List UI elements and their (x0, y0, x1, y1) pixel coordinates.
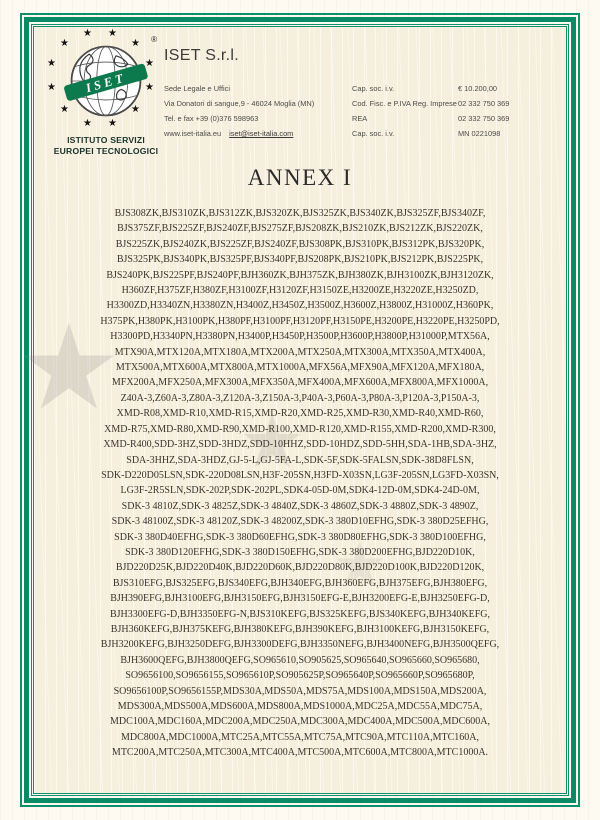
code-line: H3300ZD,H3340ZN,H3380ZN,H3400Z,H3450Z,H3500Z,H3600Z,H3800Z,H31000Z,H360PK, (106, 300, 494, 312)
info-label: Cap. soc. i.v. (352, 129, 395, 138)
certificate-border-outer (16, 13, 580, 807)
code-line: LG3F-2R5SLN,SDK-202P,SDK-202PL,SDK4-05D-0M,SDK4-12D-0M,SDK4-24D-0M, (120, 485, 480, 497)
globe-emblem (47, 28, 165, 133)
code-line: H3300PD,H3340PN,H3380PN,H3400P,H3450P,H3500P,H3600P,H3800P,H31000P,MTX56A, (110, 331, 490, 343)
code-line: BJS225ZK,BJS240ZK,BJS225ZF,BJS240ZF,BJS308PK,BJS310PK,BJS312PK,BJS320PK, (115, 238, 485, 250)
certificate-border-thick (16, 17, 576, 803)
letterhead-content (16, 27, 566, 793)
certificate-border-thin (16, 24, 569, 796)
code-line: XMD-R75,XMD-R80,XMD-R90,XMD-R100,XMD-R120,XMD-R155,XMD-R200,XMD-R300, (104, 423, 496, 435)
code-line: SDA-3HHZ,SDA-3HDZ,GJ-5-L,GJ-5FA-L,SDK-5F,SDK-5FALSN,SDK-38D8FLSN, (126, 454, 474, 466)
star-icon: ★ (131, 38, 140, 49)
star-icon: ★ (47, 58, 56, 69)
code-line: BJS240PK,BJS225PF,BJS240PF,BJH360ZK,BJH375ZK,BJH380ZK,BJH3100ZK,BJH3120ZK, (106, 269, 494, 281)
star-icon: ★ (83, 28, 92, 39)
organization-name-line1: ISTITUTO SERVIZI (67, 135, 145, 145)
code-line: MDC100A,MDC160A,MDC200A,MDC250A,MDC300A,MDC400A,MDC500A,MDC600A, (109, 716, 491, 728)
code-line: SDK-D220D05LSN,SDK-220D08LSN,H3F-205SN,H3FD-X03SN,LG3F-205SN,LG3FD-X03SN, (101, 469, 499, 481)
code-line: BJH3200KEFG,BJH3250DEFG,BJH3300DEFG,BJH3350NEFG,BJH3400NEFG,BJH3500QEFG, (100, 639, 500, 651)
info-label: Cod. Fisc. e P.IVA Reg. Imprese (352, 99, 457, 108)
code-line: XMD-R08,XMD-R10,XMD-R15,XMD-R20,XMD-R25,XMD-R30,XMD-R40,XMD-R60, (116, 408, 484, 420)
code-line: SDK-3 4810Z,SDK-3 4825Z,SDK-3 4840Z,SDK-3 4860Z,SDK-3 4880Z,SDK-3 4890Z, (121, 500, 479, 512)
code-line: BJS310EFG,BJS325EFG,BJS340EFG,BJH340EFG,BJH360EFG,BJH375EFG,BJH380EFG, (112, 577, 488, 589)
code-line: XMD-R400,SDD-3HZ,SDD-3HDZ,SDD-10HHZ,SDD-10HDZ,SDD-5HH,SDA-1HB,SDA-3HZ, (103, 439, 497, 451)
code-line: Z40A-3,Z60A-3,Z80A-3,Z120A-3,Z150A-3,P40A-3,P60A-3,P80A-3,P120A-3,P150A-3, (120, 392, 480, 404)
info-value: 02 332 750 369 (458, 114, 510, 123)
banner-text: ISET (84, 70, 128, 96)
code-line: BJS375ZF,BJS225ZF,BJS240ZF,BJS275ZF,BJS208ZK,BJS210ZK,BJS212ZK,BJS220ZK, (117, 223, 483, 235)
code-line: BJS325PK,BJS340PK,BJS325PF,BJS340PF,BJS208PK,BJS210PK,BJS212PK,BJS225PK, (116, 254, 484, 266)
organization-name-line2: EUROPEI TECNOLOGICI (53, 145, 159, 156)
code-line: BJH360KEFG,BJH375KEFG,BJH380KEFG,BJH390KEFG,BJH3100KEFG,BJH3150KEFG, (110, 623, 490, 635)
company-name: ISET S.r.l. (164, 47, 240, 64)
organization-name (42, 135, 170, 156)
address-line: Tel. e fax +39 (0)376 598963 (164, 114, 259, 123)
code-line: MTX500A,MTX600A,MTX800A,MTX1000A,MFX56A,MFX90A,MFX120A,MFX180A, (115, 362, 485, 374)
code-line: BJH3300EFG-D,BJH3350EFG-N,BJS310KEFG,BJS325KEFG,BJS340KEFG,BJH340KEFG, (109, 608, 491, 620)
certificate-border-inner (16, 26, 567, 794)
address-line: Sede Legale e Uffici (164, 84, 231, 93)
watermark-star-icon: ★ (16, 302, 122, 434)
code-line: SDK-3 380D40EFHG,SDK-3 380D60EFHG,SDK-3 380D80EFHG,SDK-3 380D100EFHG, (114, 531, 486, 543)
website-link[interactable]: www.iset-italia.eu (164, 129, 222, 138)
document-title: ANNEX I (247, 165, 353, 190)
star-icon: ★ (60, 38, 69, 49)
code-line: BJD220D25K,BJD220D40K,BJD220D60K,BJD220D80K,BJD220D100K,BJD220D120K, (115, 562, 485, 574)
info-value: € 10.200,00 (458, 84, 498, 93)
code-line: MDS300A,MDS500A,MDS600A,MDS800A,MDS1000A,MDC25A,MDC55A,MDC75A, (117, 701, 483, 712)
info-label: REA (352, 114, 368, 123)
code-line: MTC200A,MTC250A,MTC300A,MTC400A,MTC500A,MTC600A,MTC800A,MTC1000A. (111, 747, 489, 759)
star-icon: ★ (108, 28, 117, 39)
star-icon: ★ (131, 104, 140, 115)
address-line: Via Donatori di sangue,9 - 46024 Moglia (MN) (164, 99, 315, 108)
email-link[interactable]: iset@iset-italia.com (229, 129, 294, 138)
code-line: BJH390EFG,BJH3100EFG,BJH3150EFG,BJH3150EFG-E,BJH3200EFG-E,BJH3250EFG-D, (110, 593, 490, 605)
star-icon: ★ (60, 104, 69, 115)
iset-logo (42, 28, 170, 156)
watermark-star-icon: ★ (332, 531, 388, 600)
star-icon: ★ (145, 82, 154, 93)
code-line: BJH3600QEFG,BJH3800QEFG,SO965610,SO905625,SO965640,SO965660,SO965680, (120, 654, 480, 666)
code-line: SO9656100P,SO9656155P,MDS30A,MDS50A,MDS75A,MDS100A,MDS150A,MDS200A, (113, 685, 487, 697)
code-line: MDC800A,MDC1000A,MTC25A,MTC55A,MTC75A,MTC90A,MTC110A,MTC160A, (121, 731, 479, 743)
star-icon: ★ (47, 82, 56, 93)
code-line: SO9656100,SO9656155,SO965610P,SO905625P,SO965640P,SO965660P,SO965680P, (125, 670, 475, 682)
code-line: H375PK,H380PK,H3100PK,H380PF,H3100PF,H3120PF,H3150PE,H3200PE,H3220PE,H3250PD, (100, 315, 500, 327)
code-line: H360ZF,H375ZF,H380ZF,H3100ZF,H3120ZF,H3150ZE,H3200ZE,H3220ZE,H3250ZD, (121, 285, 479, 297)
info-label: Cap. soc. i.v. (352, 84, 395, 93)
code-line: SDK-3 48100Z,SDK-3 48120Z,SDK-3 48200Z,SDK-3 380D10EFHG,SDK-3 380D25EFHG, (111, 516, 489, 528)
product-code-list (34, 206, 566, 761)
star-icon: ★ (145, 58, 154, 69)
info-value: 02 332 750 369 (458, 99, 510, 108)
info-value: MN 0221098 (458, 129, 501, 138)
registered-trademark-icon: ® (151, 35, 157, 44)
web-contacts (164, 129, 346, 138)
star-icon: ★ (108, 118, 117, 129)
code-line: MFX200A,MFX250A,MFX300A,MFX350A,MFX400A,MFX600A,MFX800A,MFX1000A, (111, 377, 489, 389)
code-line: MTX90A,MTX120A,MTX180A,MTX200A,MTX250A,MTX300A,MTX350A,MTX400A, (114, 346, 486, 358)
code-line: SDK-3 380D120EFHG,SDK-3 380D150EFHG,SDK-3 380D200EFHG,BJD220D10K, (125, 546, 475, 558)
code-line: BJS308ZK,BJS310ZK,BJS312ZK,BJS320ZK,BJS325ZK,BJS340ZK,BJS325ZF,BJS340ZF, (114, 208, 486, 219)
star-icon: ★ (83, 118, 92, 129)
watermark-star-icon: ★ (239, 400, 306, 483)
